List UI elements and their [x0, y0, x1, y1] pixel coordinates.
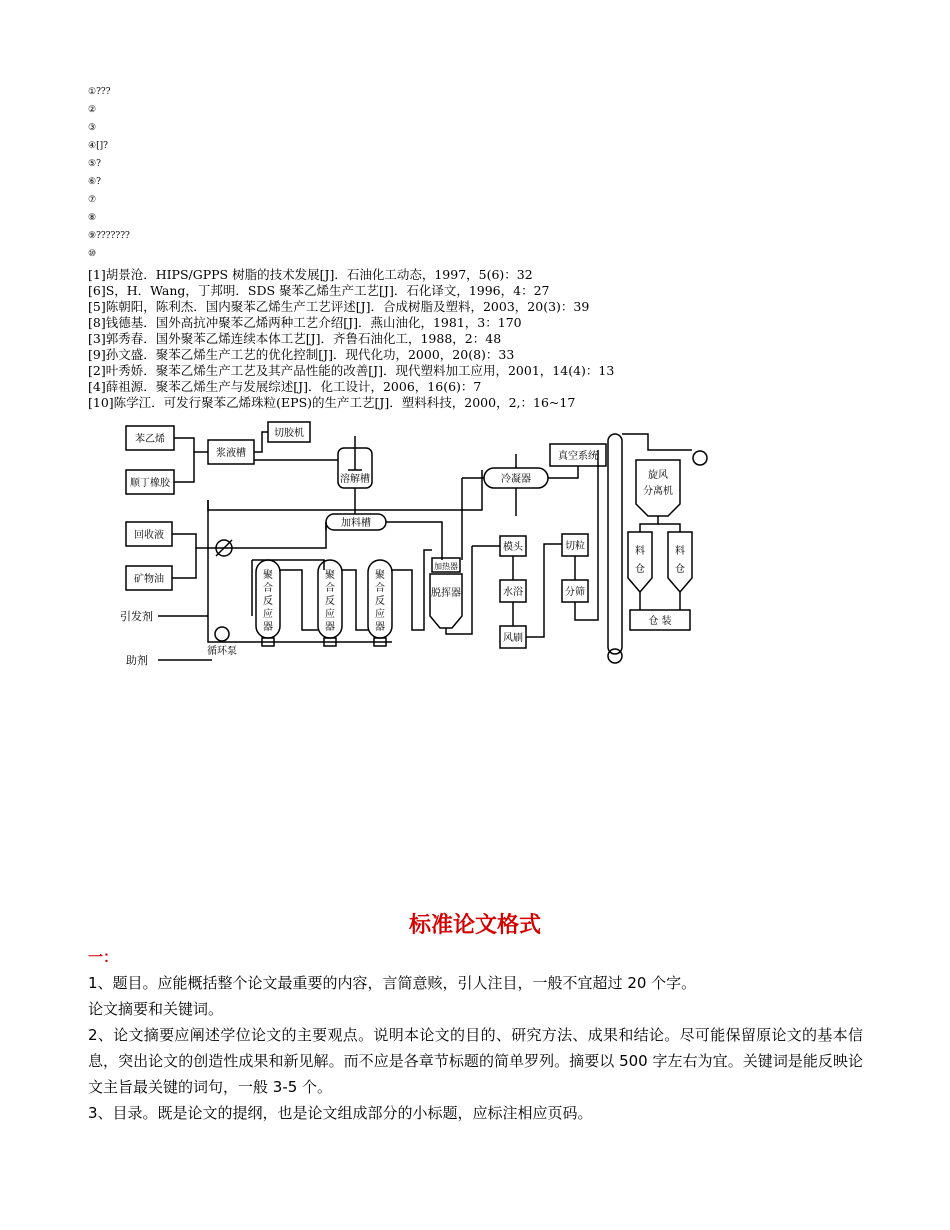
reactor-1-char: 合 [263, 583, 273, 594]
pelletizer-label: 切粒 [565, 541, 585, 552]
silo-1-char: 仓 [635, 564, 645, 575]
rubber-cutter-label: 切胶机 [274, 428, 304, 439]
reactor-3-char: 应 [375, 609, 385, 620]
reference-item: [3]郭秀春．国外聚苯乙烯连续本体工艺[J]．齐鲁石油化工，1988，2：48 [88, 331, 502, 346]
preheater-label: 加热器 [434, 562, 458, 571]
paragraph: 2、论文摘要应阐述学位论文的主要观点。说明本论文的目的、研究方法、成果和结论。尽可能保留原论文的基本信息，突出论文的创造性成果和新见解。而不应是各章节标题的简单罗列。摘要以 500 字左右为宜。关键词是能反映论文主旨最关键的词句，一般 3-5 个。 [88, 1026, 863, 1096]
reference-item: [6]S，H．Wang，丁邦明．SDS 聚苯乙烯生产工艺[J]．石化译文，1996，4：27 [88, 283, 550, 298]
reference-item: [9]孙文盛．聚苯乙烯生产工艺的优化控制[J]．现代化功，2000，20(8)：33 [88, 347, 515, 362]
reactor-1-char: 器 [263, 622, 273, 633]
reference-item: [5]陈朝阳，陈利杰．国内聚苯乙烯生产工艺评述[J]．合成树脂及塑料，2003，20(3)：39 [88, 299, 590, 314]
reactor-3-char: 聚 [375, 570, 385, 581]
reactor-3-char: 反 [375, 596, 385, 607]
auxiliary-label: 助剂 [126, 654, 148, 667]
slurry-tank-label: 浆液槽 [216, 448, 246, 459]
body-text [88, 970, 863, 1126]
marker-1: ①??? [88, 87, 111, 97]
cyclone-label-2: 分离机 [643, 486, 673, 497]
packing-label: 仓 装 [648, 616, 672, 627]
die-head-label: 模头 [503, 542, 523, 553]
marker-6: ⑥? [88, 177, 101, 187]
condenser-label: 冷凝器 [501, 474, 531, 485]
marker-3: ③ [88, 123, 97, 133]
reactor-1-char: 反 [263, 596, 273, 607]
devolatilizer-label: 脱挥器 [431, 588, 461, 599]
vacuum-system-label: 真空系统 [558, 451, 598, 462]
silo-1-char: 料 [635, 546, 645, 557]
air-knife-label: 风刷 [503, 633, 523, 644]
reactor-3-char: 器 [375, 622, 385, 633]
reactor-1-char: 聚 [263, 570, 273, 581]
process-flow-diagram [112, 420, 722, 670]
reference-item: [4]薛祖源．聚苯乙烯生产与发展综述[J]．化工设计，2006，16(6)：7 [88, 379, 482, 394]
reference-item: [2]叶秀娇．聚苯乙烯生产工艺及其产品性能的改善[J]．现代塑料加工应用，2001，14(4)：13 [88, 363, 615, 378]
devolatilizer-vessel [430, 574, 462, 628]
initiator-label: 引发剂 [120, 610, 153, 623]
reactor-3-char: 合 [375, 583, 385, 594]
screening-label: 分筛 [565, 587, 585, 598]
conveying-column [608, 434, 622, 654]
silo-2-char: 仓 [675, 564, 685, 575]
silo-1 [628, 532, 652, 592]
reference-item: [1]胡景沧．HIPS/GPPS 树脂的技术发展[J]．石油化工动态，1997，5(6)：32 [88, 267, 533, 282]
dissolving-tank-label: 溶解槽 [340, 474, 370, 485]
recycle-label: 回收液 [134, 530, 164, 541]
reactor-2-char: 合 [325, 583, 335, 594]
marker-2: ② [88, 105, 97, 115]
transfer-pump-symbol [608, 649, 622, 663]
marker-10: ⑩ [88, 249, 97, 259]
section-heading: 一： [88, 948, 119, 966]
silo-2-char: 料 [675, 546, 685, 557]
reference-list [88, 267, 614, 411]
reactor-1-char: 应 [263, 609, 273, 620]
rubber-label: 顺丁橡胶 [130, 478, 170, 489]
water-bath-label: 水浴 [503, 587, 523, 598]
silo-2 [668, 532, 692, 592]
paragraph: 1、题目。应能概括整个论文最重要的内容，言简意赅，引人注目，一般不宜超过 20 个字。 [88, 974, 697, 992]
blower-symbol [693, 451, 707, 465]
cyclone-label-1: 旋风 [648, 470, 668, 481]
paragraph: 论文摘要和关键词。 [88, 1000, 224, 1018]
marker-9: ⑨??????? [88, 231, 130, 241]
reactor-2-char: 反 [325, 596, 335, 607]
styrene-label: 苯乙烯 [135, 434, 165, 445]
circulation-pump-label: 循环泵 [207, 646, 237, 657]
feed-tank-label: 加料槽 [341, 518, 371, 529]
paragraph: 3、目录。既是论文的提纲，也是论文组成部分的小标题，应标注相应页码。 [88, 1104, 593, 1122]
marker-5: ⑤? [88, 159, 101, 169]
reference-item: [10]陈学江．可发行聚苯乙烯珠粒(EPS)的生产工艺[J]．塑料科技，2000，2,：16~17 [88, 395, 576, 410]
reactor-2-char: 器 [325, 622, 335, 633]
reference-item: [8]钱德基．国外高抗冲聚苯乙烯两种工艺介绍[J]．燕山油化，1981，3：170 [88, 315, 522, 330]
circulation-pump-symbol [215, 627, 229, 641]
mineral-oil-label: 矿物油 [134, 574, 164, 585]
reactor-2-char: 应 [325, 609, 335, 620]
marker-7: ⑦ [88, 195, 97, 205]
marker-8: ⑧ [88, 213, 97, 223]
page-title: 标准论文格式 [408, 913, 541, 938]
marker-4: ④[]? [88, 141, 108, 151]
reactor-2-char: 聚 [325, 570, 335, 581]
